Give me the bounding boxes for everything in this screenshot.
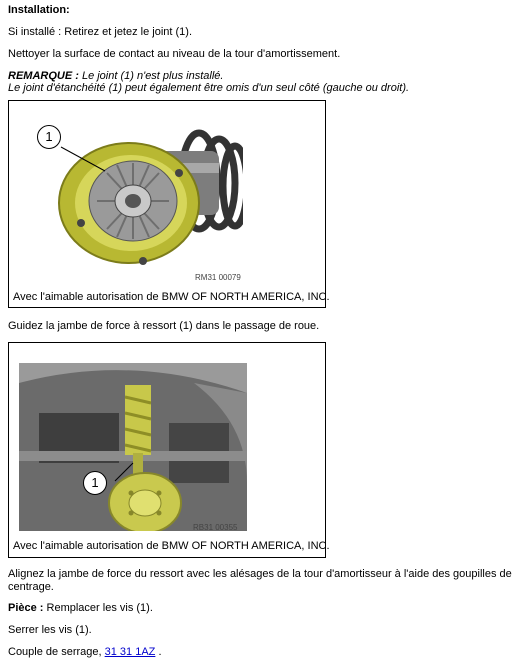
wheel-arch-illustration [19,363,247,531]
step-guide-strut: Guidez la jambe de force à ressort (1) dans le passage de roue. [8,320,320,332]
figure-caption: Avec l'aimable autorisation de BMW OF NORTH AMERICA, INC. [13,540,330,552]
step-remove-gasket: Si installé : Retirez et jetez le joint (1). [8,26,193,38]
part-line [8,602,153,615]
step-align-strut-line-1: Alignez la jambe de force du ressort avec les alésages de la tour d'amortisseur à l'aide des goupilles de [8,568,512,580]
step-clean-surface: Nettoyer la surface de contact au niveau de la tour d'amortissement. [8,48,341,60]
figure-caption: Avec l'aimable autorisation de BMW OF NORTH AMERICA, INC. [13,291,330,303]
figure-code: RM31 00079 [195,273,241,282]
torque-label: Couple de serrage, [8,646,105,658]
figure-wheel-arch [8,342,330,558]
callout-1: 1 [37,125,61,149]
step-tighten-screws: Serrer les vis (1). [8,624,92,636]
figure-code: RB31 00355 [193,523,238,532]
figure-strut-mount [8,100,330,308]
part-label: Pièce : [8,602,44,614]
note-label: REMARQUE : [8,70,79,82]
torque-spec-link[interactable]: 31 31 1AZ [104,646,156,658]
step-align-strut-line-2: centrage. [8,581,54,593]
note-line-2: Le joint d'étanchéité (1) peut également être omis d'un seul côté (gauche ou droit). [8,82,410,94]
callout-1: 1 [83,471,107,495]
torque-line: Couple de serrage, 31 31 1AZ . [8,646,162,658]
note-line-1: REMARQUE : Le joint (1) n'est plus installé. [8,70,224,82]
wheel-arch-photo [19,363,247,531]
section-heading: Installation: [8,4,70,16]
part-text: Remplacer les vis (1). [43,602,153,614]
